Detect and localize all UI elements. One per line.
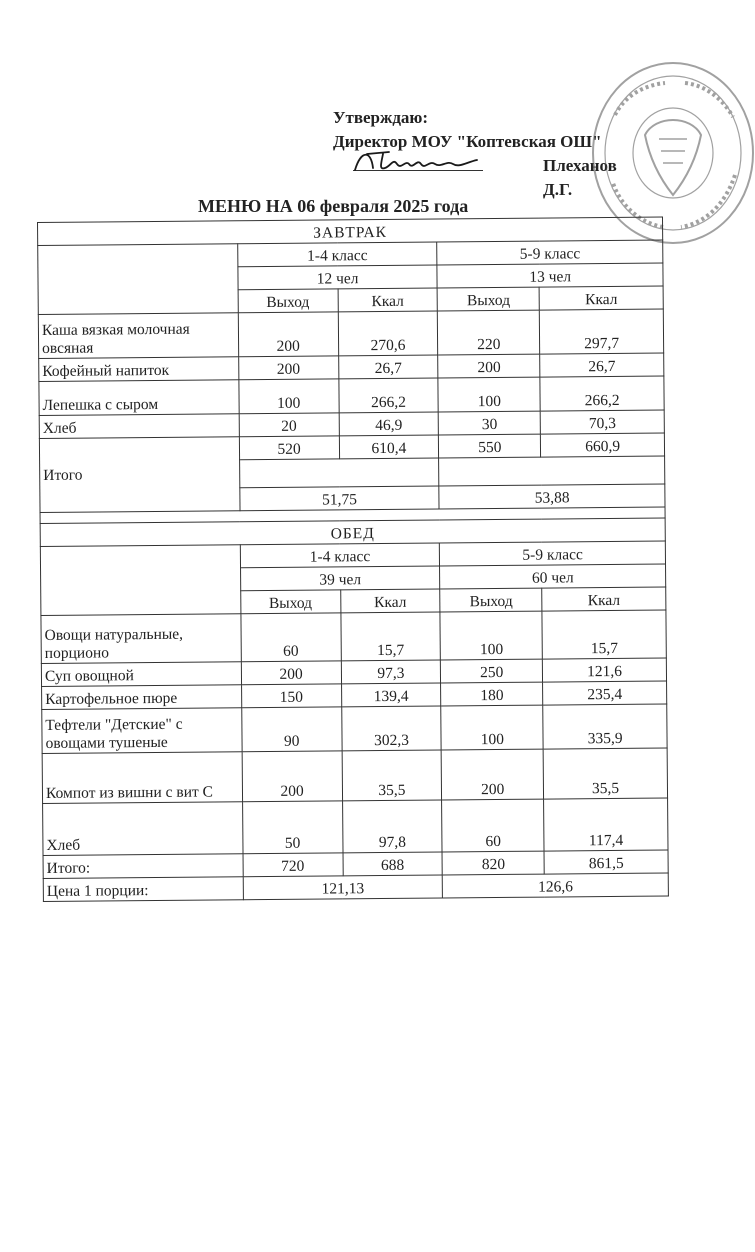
dish-name: Овощи натуральные, порционо: [41, 614, 241, 664]
menu-table: [37, 217, 669, 902]
cell-value: 100: [239, 379, 339, 414]
cell-value: 720: [243, 853, 343, 877]
table-row: [38, 309, 663, 358]
cell-value: 117,4: [544, 798, 668, 851]
cell-value: 15,7: [542, 610, 666, 659]
cell-value: 60: [241, 613, 341, 662]
cell-value: 26,7: [540, 353, 664, 377]
cell-value: 200: [242, 751, 342, 802]
cell-value: 861,5: [544, 850, 668, 874]
director-title: Директор МОУ "Коптевская ОШ": [333, 132, 602, 151]
price-value: 121,13: [243, 875, 443, 900]
cell-value: 35,5: [342, 750, 442, 801]
cell-value: 35,5: [543, 748, 667, 799]
table-row: [39, 376, 664, 415]
dish-name: Картофельное пюре: [42, 685, 242, 710]
cell-value: 121,6: [543, 658, 667, 682]
section-title-lunch: ОБЕД: [40, 518, 665, 546]
cell-value: 270,6: [338, 311, 438, 356]
people-count: 60 чел: [440, 564, 666, 589]
signature-image: [343, 146, 483, 180]
cell-value: 266,2: [338, 378, 438, 413]
cell-value: 610,4: [339, 435, 439, 459]
dish-name: Хлеб: [43, 802, 243, 856]
empty-cell: [239, 458, 439, 488]
cell-value: 30: [439, 411, 541, 435]
cell-value: 200: [241, 661, 341, 685]
group-label: 1-4 класс: [240, 543, 440, 568]
dish-name: Хлеб: [39, 414, 239, 439]
cell-value: 100: [438, 377, 540, 412]
signature-row: [333, 154, 617, 199]
cell-value: 200: [441, 749, 543, 800]
cell-value: 26,7: [338, 355, 438, 379]
table-row: [42, 704, 667, 753]
cell-value: 46,9: [339, 412, 439, 436]
dish-name: Тефтели "Детские" с овощами тушеные: [42, 708, 242, 754]
group-label: 5-9 класс: [440, 541, 666, 566]
approval-block: [333, 106, 617, 199]
cell-value: 97,3: [341, 660, 441, 684]
cell-value: 97,8: [342, 800, 442, 853]
cell-value: 100: [440, 611, 542, 660]
people-count: 12 чел: [238, 265, 438, 290]
table-row: [41, 610, 666, 663]
cell-value: 660,9: [541, 433, 665, 457]
dish-name: Каша вязкая молочная овсяная: [38, 313, 238, 359]
cell-value: 200: [438, 354, 540, 378]
cell-value: 90: [241, 707, 341, 752]
group-label: 5-9 класс: [437, 240, 663, 265]
price-value: 53,88: [439, 484, 665, 509]
column-header: Выход: [440, 588, 542, 612]
cell-value: 235,4: [543, 681, 667, 705]
column-header: Ккал: [539, 286, 663, 310]
total-label: Итого:: [43, 854, 243, 879]
cell-value: 139,4: [341, 683, 441, 707]
cell-value: 200: [238, 356, 338, 380]
cell-value: 180: [441, 682, 543, 706]
dish-name: Суп овощной: [41, 662, 241, 687]
cell-value: 820: [442, 851, 544, 875]
cell-value: 200: [238, 312, 338, 357]
cell-value: 335,9: [543, 704, 667, 749]
column-header: Выход: [437, 287, 539, 311]
section-title-breakfast: ЗАВТРАК: [38, 217, 663, 245]
empty-cell: [38, 244, 238, 315]
empty-cell: [40, 545, 240, 616]
price-label: Цена 1 порции:: [43, 877, 243, 902]
cell-value: 688: [343, 852, 443, 876]
dish-name: Компот из вишни с вит С: [42, 752, 242, 804]
cell-value: 250: [441, 659, 543, 683]
dish-name: Лепешка с сыром: [39, 380, 239, 416]
table-row: [42, 748, 667, 803]
column-header: Ккал: [542, 587, 666, 611]
cell-value: 220: [438, 310, 540, 355]
column-header: Ккал: [340, 589, 440, 613]
column-header: Выход: [240, 590, 340, 614]
price-value: 126,6: [443, 873, 669, 898]
cell-value: 266,2: [540, 376, 664, 411]
cell-value: 60: [442, 799, 544, 852]
empty-cell: [439, 456, 665, 486]
cell-value: 15,7: [340, 612, 440, 661]
cell-value: 297,7: [540, 309, 664, 354]
approval-heading: Утверждаю:: [333, 108, 429, 127]
cell-value: 100: [441, 705, 543, 750]
cell-value: 150: [241, 684, 341, 708]
dish-name: Кофейный напиток: [39, 357, 239, 382]
director-name: Плеханов Д.Г.: [543, 156, 617, 199]
price-value: 51,75: [240, 486, 440, 511]
people-count: 39 чел: [240, 566, 440, 591]
price-row: [43, 873, 668, 901]
cell-value: 20: [239, 413, 339, 437]
page-title: МЕНЮ НА 06 февраля 2025 года: [198, 196, 469, 216]
cell-value: 70,3: [540, 410, 664, 434]
cell-value: 550: [439, 434, 541, 458]
people-count: 13 чел: [437, 263, 663, 288]
total-label: Итого: [39, 437, 239, 513]
column-header: Выход: [238, 289, 338, 313]
cell-value: 302,3: [341, 706, 441, 751]
group-label: 1-4 класс: [237, 242, 437, 267]
table-row: [43, 798, 668, 855]
column-header: Ккал: [338, 288, 438, 312]
cell-value: 520: [239, 436, 339, 460]
cell-value: 50: [242, 801, 342, 854]
